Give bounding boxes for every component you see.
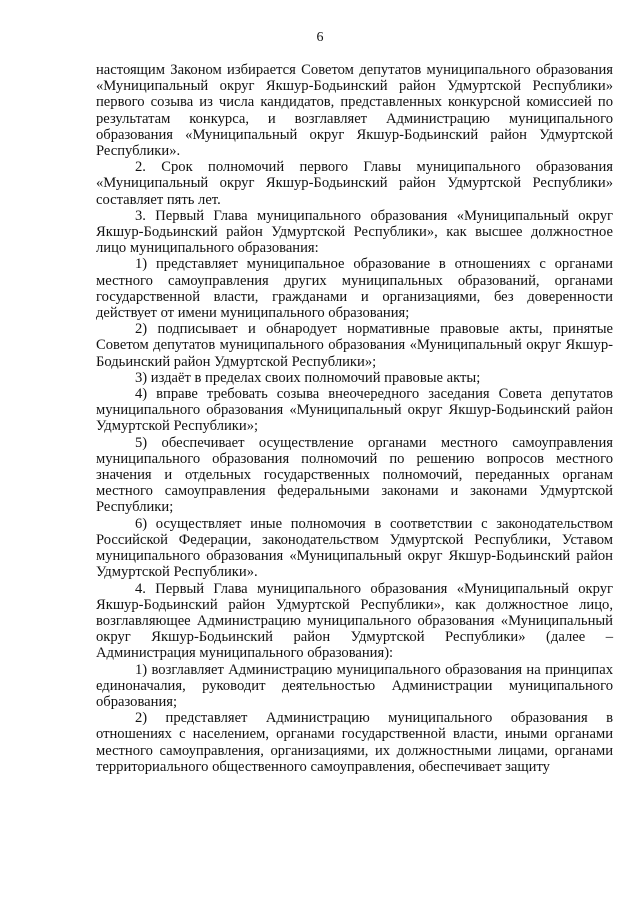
subitem-3-3: 3) издаёт в пределах своих полномочий правовые акты; — [135, 369, 481, 386]
subitem-3-1: 1) представляет муниципальное образование в отношениях с органами местного самоуправления других муниципальных образований, органами государственной власти, гражданами и организациями, без доверенности действует от имени муниципального образования; — [96, 256, 613, 322]
paragraph-item-2: 2. Срок полномочий первого Главы муниципального образования «Муниципальный округ Якшур-Бодьинский район Удмуртской Республики» составляет пять лет. — [96, 159, 613, 208]
subitem-3-2: 2) подписывает и обнародует нормативные правовые акты, принятые Советом депутатов муниципального образования «Муниципальный округ Якшур-Бодьинский район Удмуртской Республики»; — [96, 321, 613, 370]
subitem-3-6: 6) осуществляет иные полномочия в соответствии с законодательством Российской Федерации, законодательством Удмуртской Республики, Уставом муниципального образования «Муниципальный округ Якшур-Бодьинский район Удмуртской Республики». — [96, 515, 613, 581]
paragraph-continuation: настоящим Законом избирается Советом депутатов муниципального образования «Муниципальный округ Якшур-Бодьинский район Удмуртской Республики» первого созыва из числа кандидатов, представленных конкурсной комиссией по результатам конкурса, и возглавляет Администрацию муниципального образования «Муниципальный округ Якшур-Бодьинский район Удмуртской Республики». — [96, 62, 613, 160]
paragraph-item-3: 3. Первый Глава муниципального образования «Муниципальный округ Якшур-Бодьинский район Удмуртской Республики», как высшее должностное лицо муниципального образования: — [96, 207, 613, 257]
subitem-4-1: 1) возглавляет Администрацию муниципального образования на принципах единоначалия, руководит деятельностью Администрации муниципального образования; — [96, 661, 613, 710]
subitem-3-5: 5) обеспечивает осуществление органами местного самоуправления муниципального образования полномочий по решению вопросов местного значения и отдельных государственных полномочий, переданных органам местного самоуправления федеральными законами и законами Удмуртской Республики; — [96, 434, 613, 516]
page-number: 6 — [316, 30, 324, 45]
paragraph-item-4: 4. Первый Глава муниципального образования «Муниципальный округ Якшур-Бодьинский район Удмуртской Республики», как должностное лицо, возглавляющее Администрацию муниципального образования «Муниципальный округ Якшур-Бодьинский район Удмуртской Республики» (далее – Администрация муниципального образования): — [96, 580, 613, 662]
subitem-4-2: 2) представляет Администрацию муниципального образования в отношениях с населением, органами государственной власти, иными органами местного самоуправления, организациями, их должностными лицами, органами территориального общественного самоуправления, обеспечивает защиту — [96, 710, 613, 775]
subitem-3-4: 4) вправе требовать созыва внеочередного заседания Совета депутатов муниципального образования «Муниципальный округ Якшур-Бодьинский район Удмуртской Республики»; — [96, 386, 613, 435]
document-body — [96, 62, 613, 775]
